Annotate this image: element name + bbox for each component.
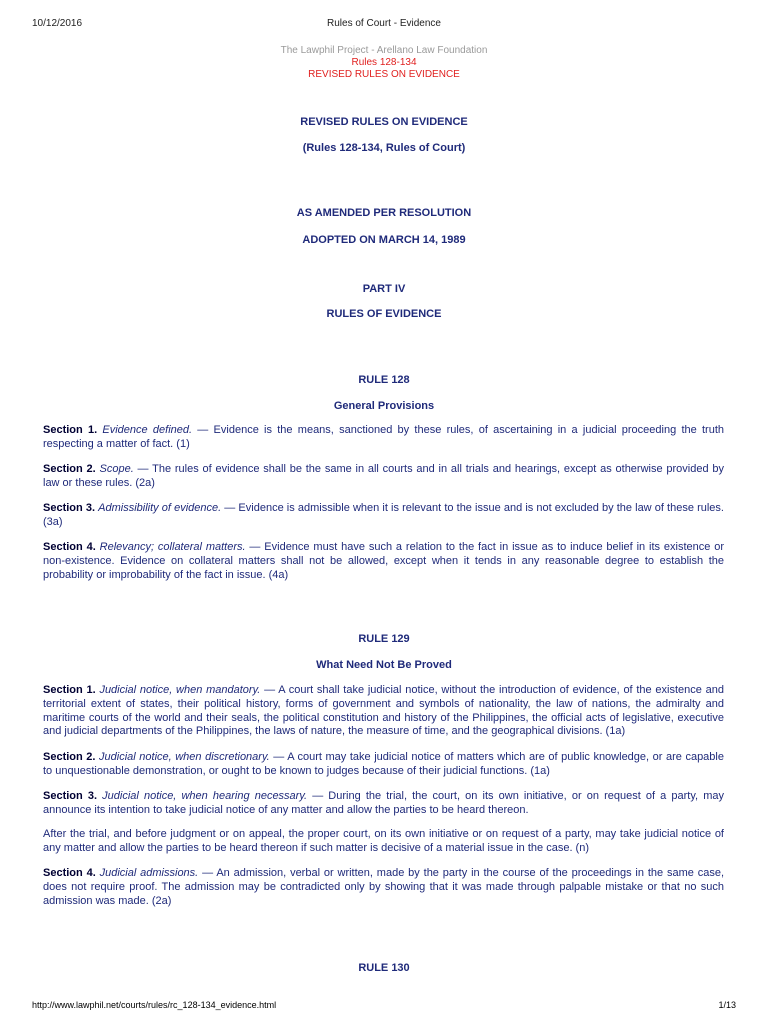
section-title: Scope.	[99, 463, 134, 475]
page-number: 1/13	[718, 1000, 736, 1010]
rule-128-heading: RULE 128	[358, 374, 410, 386]
section-label: Section 3.	[43, 790, 98, 802]
section-paragraph	[43, 751, 724, 779]
section-text: — During the trial, the court, on its own initiative, or on request of a party, may announce its intention to take judicial notice of any matter and allow the parties to be heard thereon.	[43, 790, 724, 816]
section-text: — Evidence is admissible when it is relevant to the issue and is not excluded by the law of these rules. (3a)	[43, 502, 724, 528]
section-paragraph	[43, 828, 724, 856]
print-header	[32, 18, 736, 32]
section-text: — A court shall take judicial notice, without the introduction of evidence, of the existence and territorial extent of states, their political history, forms of government and symbols of nationality, the law of nations, the admiralty and maritime courts of the world and their seals, the political constitution and history of the Philippines, the official acts of legislative, executive and judicial departments of the Philippines, the laws of nature, the measure of time, and the geographical divisions. (1a)	[43, 684, 724, 738]
section-label: Section 3.	[43, 502, 96, 514]
site-name: The Lawphil Project - Arellano Law Foundation	[280, 45, 488, 56]
page-url[interactable]: http://www.lawphil.net/courts/rules/rc_128-134_evidence.html	[32, 1000, 277, 1010]
rule-128-title: General Provisions	[333, 400, 435, 412]
section-label: Section 2.	[43, 751, 96, 763]
section-text: — A court may take judicial notice of matters which are of public knowledge, or are capable to unquestionable demonstration, or ought to be known to judges because of their judicial functions. (1a)	[43, 751, 724, 777]
section-paragraph	[43, 684, 724, 739]
section-title: Relevancy; collateral matters.	[99, 541, 246, 553]
part-title: RULES OF EVIDENCE	[326, 308, 442, 320]
adopted-heading: ADOPTED ON MARCH 14, 1989	[302, 234, 466, 246]
doc-title: REVISED RULES ON EVIDENCE	[300, 116, 468, 128]
rules-link[interactable]: Rules 128-134	[351, 57, 417, 68]
section-title: Admissibility of evidence.	[98, 502, 222, 514]
section-text: — Evidence is the means, sanctioned by these rules, of ascertaining in a judicial proceeding the truth respecting a matter of fact. (1)	[43, 424, 724, 450]
section-paragraph	[43, 867, 724, 908]
site-header	[0, 45, 768, 81]
amended-heading: AS AMENDED PER RESOLUTION	[296, 207, 472, 219]
section-label: Section 4.	[43, 541, 96, 553]
section-text: After the trial, and before judgment or on appeal, the proper court, on its own initiative or on request of a party, may take judicial notice of any matter and allow the parties to be heard thereon if such matter is decisive of a material issue in the case. (n)	[43, 828, 724, 854]
part-heading: PART IV	[362, 283, 406, 295]
section-paragraph	[43, 424, 724, 452]
rule-129-heading: RULE 129	[358, 633, 410, 645]
doc-subtitle: (Rules 128-134, Rules of Court)	[302, 142, 466, 154]
section-paragraph	[43, 790, 724, 818]
section-title: Judicial notice, when mandatory.	[99, 684, 261, 696]
print-date: 10/12/2016	[32, 18, 83, 29]
rule-129-title: What Need Not Be Proved	[316, 659, 452, 671]
section-title: Judicial admissions.	[99, 867, 199, 879]
section-label: Section 1.	[43, 684, 96, 696]
section-paragraph	[43, 463, 724, 491]
section-text: — An admission, verbal or written, made by the party in the course of the proceedings in the same case, does not require proof. The admission may be contradicted only by showing that it was made through palpable mistake or that no such admission was made. (2a)	[43, 867, 725, 907]
section-title: Evidence defined.	[102, 424, 193, 436]
section-label: Section 1.	[43, 424, 98, 436]
print-title: Rules of Court - Evidence	[327, 18, 441, 29]
section-paragraph	[43, 541, 724, 582]
section-paragraph	[43, 502, 724, 530]
section-text: — Evidence must have such a relation to the fact in issue as to induce belief in its existence or non-existence. Evidence on collateral matters shall not be allowed, except when it tends in any reasonable degree to establish the probability or improbability of the fact in issue. (4a)	[43, 541, 725, 581]
section-title: Judicial notice, when hearing necessary.	[102, 790, 308, 802]
section-label: Section 2.	[43, 463, 96, 475]
section-title: Judicial notice, when discretionary.	[99, 751, 270, 763]
section-text: — The rules of evidence shall be the same in all courts and in all trials and hearings, except as otherwise provided by law or these rules. (2a)	[43, 463, 724, 489]
rule-130-heading: RULE 130	[358, 962, 410, 974]
section-label: Section 4.	[43, 867, 96, 879]
revised-link[interactable]: REVISED RULES ON EVIDENCE	[308, 69, 460, 80]
